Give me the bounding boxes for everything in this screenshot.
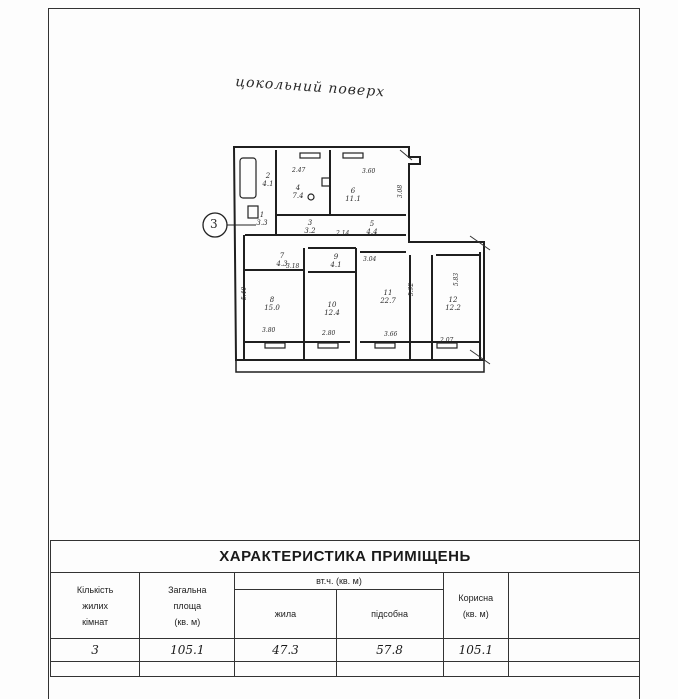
dim-label: 3.04	[363, 256, 377, 263]
value-useful: 105.1	[443, 639, 508, 662]
dim-label: 5.40	[241, 286, 249, 301]
dim-label: 3.60	[362, 168, 376, 175]
header-living: жила	[235, 590, 336, 639]
room-10: 10 12.4	[324, 301, 340, 317]
header-useful: Корисна (кв. м)	[443, 573, 508, 639]
room-6: 6 11.1	[345, 187, 361, 203]
header-total-area: Загальна площа (кв. м)	[140, 573, 235, 639]
room-8: 8 15.0	[264, 296, 280, 312]
value-aux: 57.8	[336, 639, 443, 662]
room-5: 5 4.4	[366, 220, 378, 236]
dim-label: 5.83	[453, 272, 461, 287]
blank-cell	[336, 662, 443, 677]
room-1: 1 3.3	[256, 211, 268, 227]
section-marker-label: 3	[210, 217, 218, 231]
floor-caption: цокольний поверх	[234, 74, 386, 101]
room-11: 11 22.7	[380, 289, 396, 305]
dim-label: 3.08	[397, 184, 405, 199]
value-total: 105.1	[140, 639, 235, 662]
room-4: 4 7.4	[292, 184, 304, 200]
blank-cell	[140, 662, 235, 677]
value-empty	[508, 639, 639, 662]
dim-label: 2.14	[336, 230, 350, 237]
blank-cell	[51, 662, 140, 677]
room-12: 12 12.2	[445, 296, 461, 312]
dim-label: 3.18	[286, 263, 300, 270]
table-title: ХАРАКТЕРИСТИКА ПРИМІЩЕНЬ	[51, 541, 640, 573]
header-rooms: Кількість жилих кімнат	[51, 573, 140, 639]
room-7: 7 4.3	[276, 252, 288, 268]
blank-cell	[443, 662, 508, 677]
header-group: вт.ч. (кв. м)	[235, 573, 443, 590]
dim-label: 5.92	[408, 282, 416, 297]
dim-label: 3.80	[262, 327, 276, 334]
room-2: 2 4.1	[262, 172, 274, 188]
dim-label: 2.80	[322, 330, 336, 337]
room-9: 9 4.1	[330, 253, 342, 269]
value-rooms: 3	[51, 639, 140, 662]
room-3: 3 3.2	[304, 219, 316, 235]
characteristics-table	[50, 540, 640, 699]
blank-cell	[235, 662, 336, 677]
dim-label: 3.66	[384, 331, 398, 338]
value-living: 47.3	[235, 639, 336, 662]
header-empty	[508, 573, 639, 639]
header-aux: підсобна	[336, 590, 443, 639]
blank-cell	[508, 662, 639, 677]
dim-label: 2.47	[292, 167, 306, 174]
dim-label: 2.07	[440, 337, 454, 344]
